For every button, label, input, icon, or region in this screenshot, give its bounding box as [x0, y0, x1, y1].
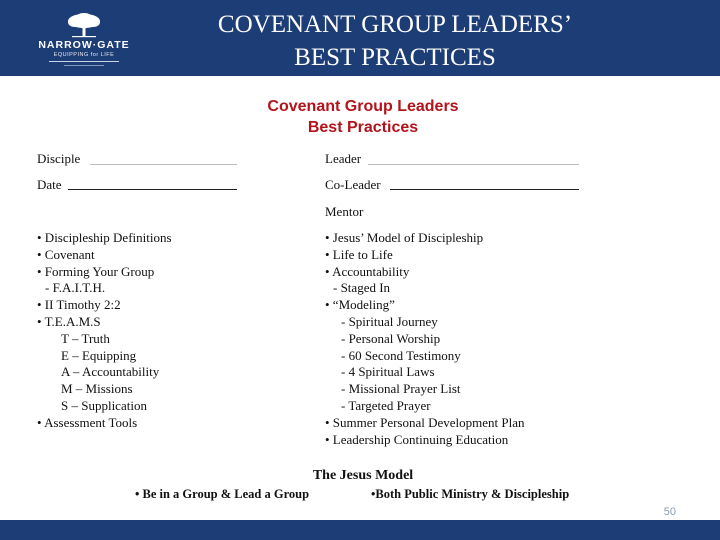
list-subitem: S – Supplication [61, 397, 147, 413]
list-subitem: - 4 Spiritual Laws [341, 364, 435, 380]
left-topic-list [37, 230, 172, 432]
list-item: • Covenant [37, 246, 95, 262]
mentor-field-label: Mentor [325, 204, 364, 219]
disciple-field-label: Disciple [37, 151, 81, 166]
document-title-line1: Covenant Group Leaders [267, 98, 459, 115]
jesus-model-item-ministry: •Both Public Ministry & Discipleship [371, 487, 570, 501]
logo-name: NARROW·GATE [38, 39, 130, 51]
logo-divider [49, 61, 119, 62]
list-item: • Jesus’ Model of Discipleship [325, 230, 484, 245]
list-subitem: - Spiritual Journey [341, 313, 438, 329]
disciple-field-line[interactable] [90, 164, 237, 165]
list-item: • Life to Life [325, 246, 393, 262]
list-subitem: M – Missions [61, 381, 133, 397]
list-item: • Forming Your Group [37, 263, 155, 279]
list-subitem: - Staged In [333, 280, 391, 296]
list-item: • “Modeling” [325, 297, 395, 313]
list-subitem: - Personal Worship [341, 330, 441, 346]
slide-title [160, 8, 630, 74]
list-subitem: - 60 Second Testimony [341, 347, 461, 363]
slide-title-line1: COVENANT GROUP LEADERS’ [217, 11, 573, 38]
list-subitem: - F.A.I.T.H. [45, 280, 106, 296]
narrow-gate-logo [22, 12, 146, 72]
leader-field-line[interactable] [368, 164, 579, 165]
list-item: • Summer Personal Development Plan [325, 414, 525, 430]
footer-bar [0, 520, 720, 540]
logo-divider-short [64, 65, 104, 66]
logo-tagline: EQUIPPING for LIFE [53, 52, 115, 58]
page-number: 50 [663, 506, 676, 518]
document-title-line2: Best Practices [307, 119, 419, 136]
list-item: • Discipleship Definitions [37, 230, 172, 245]
co-leader-field-line[interactable] [390, 189, 579, 190]
tree-icon [62, 12, 106, 38]
header-bar [0, 0, 720, 76]
list-subitem: E – Equipping [61, 347, 137, 363]
list-subitem: A – Accountability [61, 364, 160, 380]
jesus-model-item-group: • Be in a Group & Lead a Group [135, 487, 310, 501]
list-subitem: - Missional Prayer List [341, 381, 461, 397]
list-subitem: T – Truth [61, 330, 110, 346]
date-field-label: Date [37, 177, 62, 192]
list-subitem: - Targeted Prayer [341, 397, 431, 413]
document-title [200, 96, 526, 138]
date-field-line[interactable] [68, 189, 237, 190]
co-leader-field-label: Co-Leader [325, 177, 381, 192]
right-topic-list [325, 230, 525, 448]
slide-title-line2: BEST PRACTICES [294, 44, 496, 71]
jesus-model-title: The Jesus Model [312, 468, 414, 483]
list-item: • Leadership Continuing Education [325, 431, 509, 447]
list-item: • Assessment Tools [37, 414, 138, 430]
leader-field-label: Leader [325, 151, 362, 166]
list-item: • T.E.A.M.S [37, 313, 101, 329]
list-item: • Accountability [325, 263, 410, 279]
list-item: • II Timothy 2:2 [37, 297, 121, 313]
